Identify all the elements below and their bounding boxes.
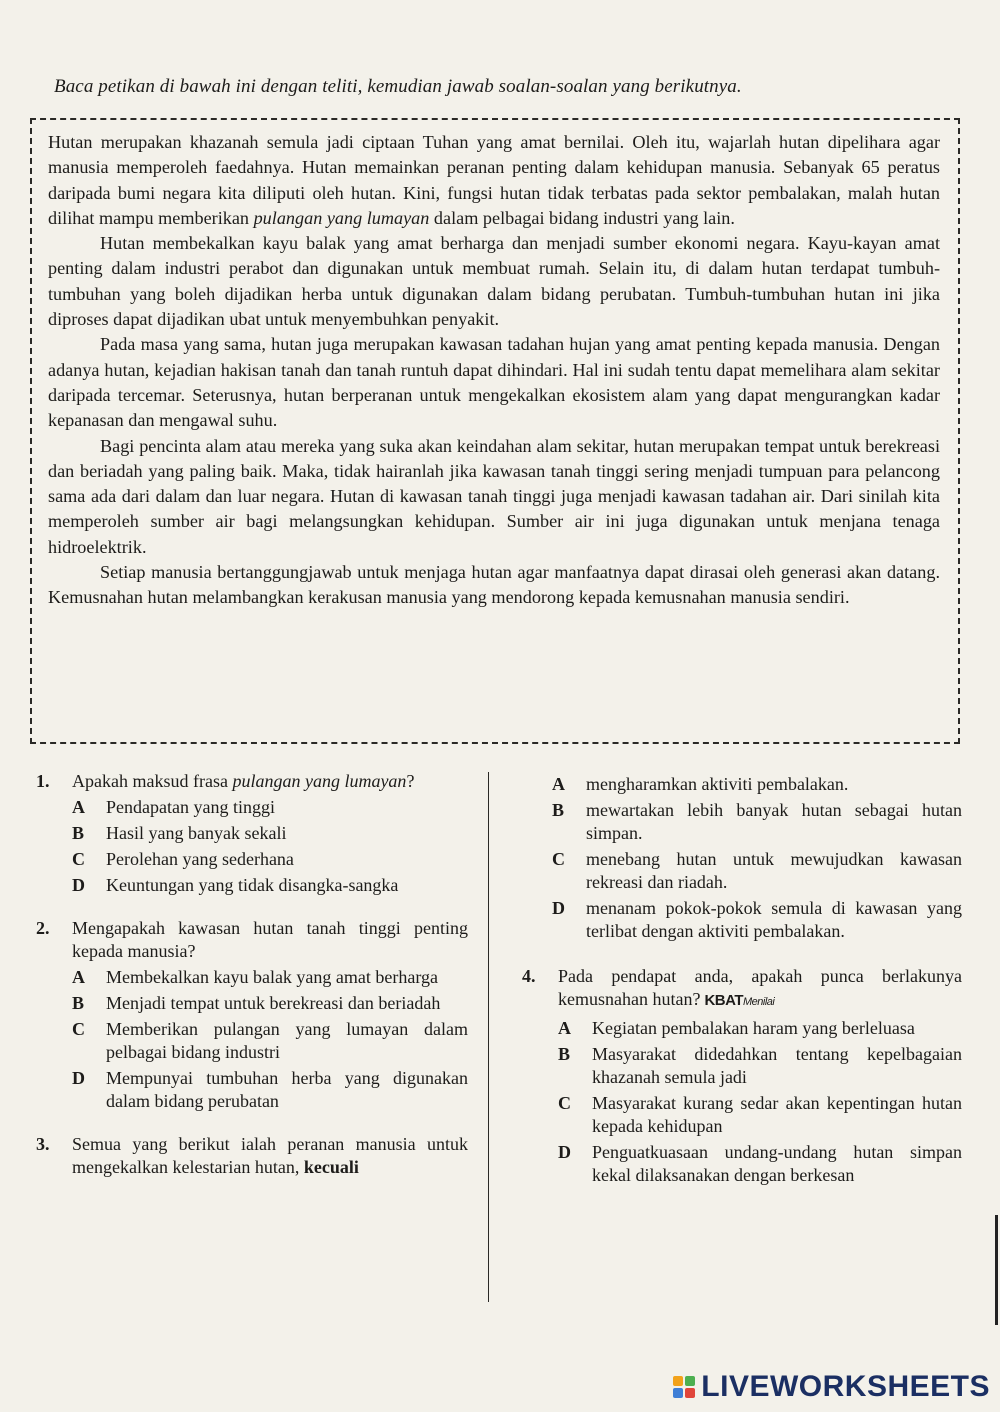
option-text: Masyarakat kurang sedar akan kepentingan hutan kepada kehidupan (592, 1093, 962, 1136)
passage-paragraph-5: Setiap manusia bertanggungjawab untuk menjaga hutan agar manfaatnya dapat dirasai oleh generasi akan datang. Kemusnahan hutan melambangkan kerakusan manusia yang mendorong kepada kemusnahan manusia sendiri. (48, 562, 940, 608)
option-text: Membekalkan kayu balak yang amat berharga (106, 967, 439, 987)
question-text: Mengapakah kawasan hutan tanah tinggi penting kepada manusia? (72, 918, 468, 961)
logo-square-1 (673, 1376, 683, 1386)
option-text: mewartakan lebih banyak hutan sebagai hutan simpan. (586, 800, 962, 843)
question-number: 3. (36, 1134, 50, 1154)
option-letter: A (72, 967, 85, 987)
option-letter: C (72, 1019, 85, 1039)
option-letter: B (72, 823, 85, 843)
q1-italic-phrase: pulangan yang lumayan (232, 771, 407, 791)
option-letter: A (72, 797, 85, 817)
questions-left-column (36, 770, 468, 1192)
q2-option-b[interactable] (72, 992, 468, 1015)
question-4 (522, 965, 962, 1187)
option-letter: D (552, 898, 565, 918)
reading-passage-box (30, 118, 960, 744)
option-letter: D (72, 875, 85, 895)
option-letter: A (552, 774, 565, 794)
question-number: 4. (522, 966, 536, 986)
page-edge-mark (995, 1215, 998, 1325)
brand-name: LIVEWORKSHEETS (701, 1370, 990, 1403)
option-letter: D (72, 1068, 85, 1088)
q4-option-b[interactable] (558, 1043, 962, 1089)
option-text: mengharamkan aktiviti pembalakan. (586, 774, 849, 794)
option-text: Masyarakat didedahkan tentang kepelbagaian khazanah semula jadi (592, 1044, 962, 1087)
liveworksheets-logo-icon (673, 1376, 695, 1398)
question-2 (36, 917, 468, 1113)
passage-p1-italic-phrase: pulangan yang lumayan (253, 207, 430, 228)
question-text (72, 770, 468, 793)
logo-square-4 (685, 1388, 695, 1398)
option-letter: B (552, 800, 565, 820)
questions-right-column (522, 770, 962, 1200)
question-text (558, 965, 962, 1014)
q3-option-c[interactable] (552, 848, 962, 894)
q4-option-a[interactable] (558, 1017, 962, 1040)
question-number: 1. (36, 771, 50, 791)
q4-option-d[interactable] (558, 1141, 962, 1187)
q4-option-c[interactable] (558, 1092, 962, 1138)
q3-option-d[interactable] (552, 897, 962, 943)
passage-paragraph-3: Pada masa yang sama, hutan juga merupakan kawasan tadahan hujan yang amat penting kepada manusia. Dengan adanya hutan, kejadian hakisan tanah dan tanah runtuh dapat dihindari. Hal ini sudah tentu dapat memelihara alam sekitar daripada tercemar. Seterusnya, hutan berperanan untuk mengekalkan ekosistem alam yang dapat mengurangkan kadar kepanasan dan mengawal suhu. (48, 334, 940, 431)
q2-option-d[interactable] (72, 1067, 468, 1113)
passage-paragraph-2: Hutan membekalkan kayu balak yang amat berharga dan menjadi sumber ekonomi negara. Kayu-kayan amat penting dalam industri perabot dan digunakan untuk membuat rumah. Selain itu, di dalam hutan terdapat tumbuh-tumbuhan yang boleh dijadikan herba untuk digunakan dalam bidang perubatan. Tumbuh-tumbuhan hutan ini jika diproses dapat dijadikan ubat untuk menyembuhkan penyakit. (48, 233, 940, 330)
q1-option-b[interactable] (72, 822, 468, 845)
logo-square-2 (685, 1376, 695, 1386)
q2-option-a[interactable] (72, 966, 468, 989)
question-3 (36, 1133, 468, 1179)
passage-p1-text: Hutan merupakan khazanah semula jadi ciptaan Tuhan yang amat bernilai. Oleh itu, wajarlah hutan dipelihara agar manusia memperoleh faedahnya. Hutan memainkan peranan penting dalam kehidupan manusia. Sebanyak 65 peratus daripada bumi negara kita diliputi oleh hutan. Kini, fungsi hutan tidak terbatas pada sektor pembalakan, malah hutan dilihat mampu memberikan (48, 132, 940, 228)
q3-bold-word: kecuali (303, 1157, 359, 1177)
liveworksheets-brand[interactable] (673, 1370, 990, 1404)
q1-option-c[interactable] (72, 848, 468, 871)
q1-option-a[interactable] (72, 796, 468, 819)
option-text: menanam pokok-pokok semula di kawasan yang terlibat dengan aktiviti pembalakan. (586, 898, 962, 941)
q2-option-c[interactable] (72, 1018, 468, 1064)
question-3-options (522, 773, 962, 943)
q3-option-a[interactable] (552, 773, 962, 796)
q3-text-start: Semua yang berikut ialah peranan manusia untuk mengekalkan kelestarian hutan, (72, 1134, 468, 1177)
logo-square-3 (673, 1388, 683, 1398)
q4-text: Pada pendapat anda, apakah punca berlakunya kemusnahan hutan? (558, 966, 962, 1009)
option-text: Keuntungan yang tidak disangka-sangka (106, 875, 399, 895)
q1-option-d[interactable] (72, 874, 468, 897)
question-1 (36, 770, 468, 897)
option-letter: B (558, 1044, 571, 1064)
option-letter: A (558, 1018, 571, 1038)
passage-p1-text-end: dalam pelbagai bidang industri yang lain. (433, 207, 735, 228)
instruction-text: Baca petikan di bawah ini dengan teliti, kemudian jawab soalan-soalan yang berikutnya. (54, 76, 742, 97)
q1-text-end: ? (406, 771, 415, 791)
kbat-badge (704, 992, 774, 1009)
option-letter: D (558, 1142, 571, 1162)
option-text: Kegiatan pembalakan haram yang berleluasa (592, 1018, 915, 1038)
kbat-badge-sublabel: Menilai (743, 996, 775, 1008)
question-number: 2. (36, 918, 50, 938)
option-text: Hasil yang banyak sekali (106, 823, 287, 843)
option-letter: B (72, 993, 85, 1013)
question-text (72, 1133, 468, 1179)
kbat-badge-label: KBAT (704, 992, 743, 1009)
passage-paragraph-1 (48, 130, 940, 231)
passage-paragraph-4: Bagi pencinta alam atau mereka yang suka akan keindahan alam sekitar, hutan merupakan tempat untuk berekreasi dan beriadah yang paling baik. Maka, tidak hairanlah jika kawasan tanah tinggi sering menjadi tumpuan para pelancong sama ada dari dalam dan luar negara. Hutan di kawasan tanah tinggi juga menjadi kawasan tadahan air. Dari sinilah kita memperoleh sumber air bagi melangsungkan kehidupan. Sumber air ini juga digunakan untuk menjana tenaga hidroelektrik. (48, 435, 940, 557)
option-letter: C (72, 849, 85, 869)
q3-option-b[interactable] (552, 799, 962, 845)
option-text: menebang hutan untuk mewujudkan kawasan rekreasi dan riadah. (586, 849, 962, 892)
option-text: Perolehan yang sederhana (106, 849, 294, 869)
column-divider (488, 772, 489, 1302)
option-text: Pendapatan yang tinggi (106, 797, 275, 817)
option-text: Memberikan pulangan yang lumayan dalam pelbagai bidang industri (106, 1019, 468, 1062)
option-text: Menjadi tempat untuk berekreasi dan beriadah (106, 993, 441, 1013)
option-letter: C (558, 1093, 571, 1113)
option-text: Mempunyai tumbuhan herba yang digunakan dalam bidang perubatan (106, 1068, 468, 1111)
q1-text-start: Apakah maksud frasa (72, 771, 228, 791)
option-text: Penguatkuasaan undang-undang hutan simpan kekal dilaksanakan dengan berkesan (592, 1142, 962, 1185)
option-letter: C (552, 849, 565, 869)
